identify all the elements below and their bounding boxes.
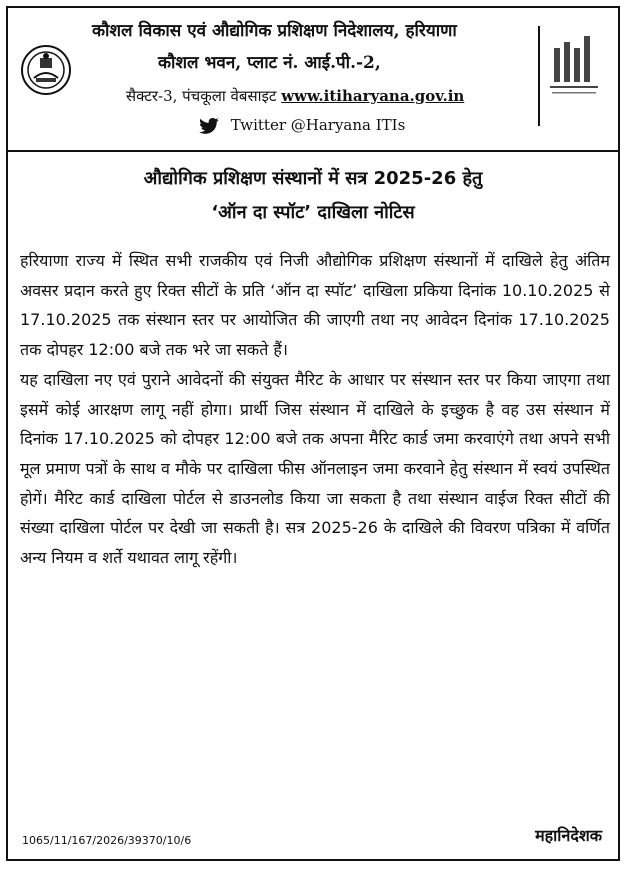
iti-logo-icon	[538, 26, 610, 126]
notice-frame	[6, 6, 620, 861]
website-link[interactable]: www.itiharyana.gov.in	[281, 87, 465, 105]
title-line1: औद्योगिक प्रशिक्षण संस्थानों में सत्र 2025-26 हेतु	[143, 168, 483, 189]
haryana-emblem-icon	[20, 44, 72, 96]
org-name: कौशल विकास एवं औद्योगिक प्रशिक्षण निदेशालय, हरियाणा	[92, 21, 457, 41]
address-line1: कौशल भवन, प्लाट नं. आई.पी.-2,	[158, 53, 381, 73]
twitter-label[interactable]: Twitter @Haryana ITIs	[230, 116, 406, 134]
notice-title	[8, 162, 618, 230]
address-line2	[126, 86, 546, 106]
paragraph-2: यह दाखिला नए एवं पुराने आवेदनों की संयुक्त मैरिट के आधार पर संस्थान स्तर पर किया जाएगा तथा इसमें कोई आरक्षण लागू नहीं होगा। प्रार्थी जिस संस्थान में दाखिले के इच्छुक है वह उस संस्थान में दिनांक 17.10.2025 को दोपहर 12:00 बजे तक अपना मैरिट कार्ड जमा करवाएंगे तथा अपने सभी मूल प्रमाण पत्रों के साथ व मौके पर दाखिला फीस ऑनलाइन जमा करवाने हेतु संस्थान में स्वयं उपस्थित होगें। मैरिट कार्ड दाखिला पोर्टल से डाउनलोड किया जा सकता है तथा संस्थान वाईज रिक्त सीटों की संख्या दाखिला पोर्टल पर देखी जा सकती है। सत्र 2025-26 के दाखिले की विवरण पत्रिका में वर्णित अन्य नियम व शर्ते यथावत लागू रहेंगी।	[20, 369, 610, 568]
title-line2: ‘ऑन दा स्पॉट’ दाखिला नोटिस	[211, 202, 415, 223]
signatory: महानिदेशक	[535, 826, 602, 845]
twitter-handle	[198, 116, 498, 134]
twitter-bird-icon	[198, 118, 220, 134]
reference-code: 1065/11/167/2026/39370/10/6	[22, 834, 192, 847]
paragraph-1: हरियाणा राज्य में स्थित सभी राजकीय एवं निजी औद्योगिक प्रशिक्षण संस्थानों में दाखिले हेतु अंतिम अवसर प्रदान करते हुए रिक्त सीटों के प्रति ‘ऑन दा स्पॉट’ दाखिला प्रकिया दिनांक 10.10.2025 से 17.10.2025 तक संस्थान स्तर पर आयोजित की जाएगी तथा नए आवेदन दिनांक 17.10.2025 तक दोपहर 12:00 बजे तक भरे जा सकते हैं।	[20, 251, 610, 360]
notice-header	[8, 8, 618, 152]
notice-body	[20, 246, 610, 573]
address-line2-prefix: सैक्टर-3, पंचकूला वेबसाइट	[126, 87, 277, 105]
